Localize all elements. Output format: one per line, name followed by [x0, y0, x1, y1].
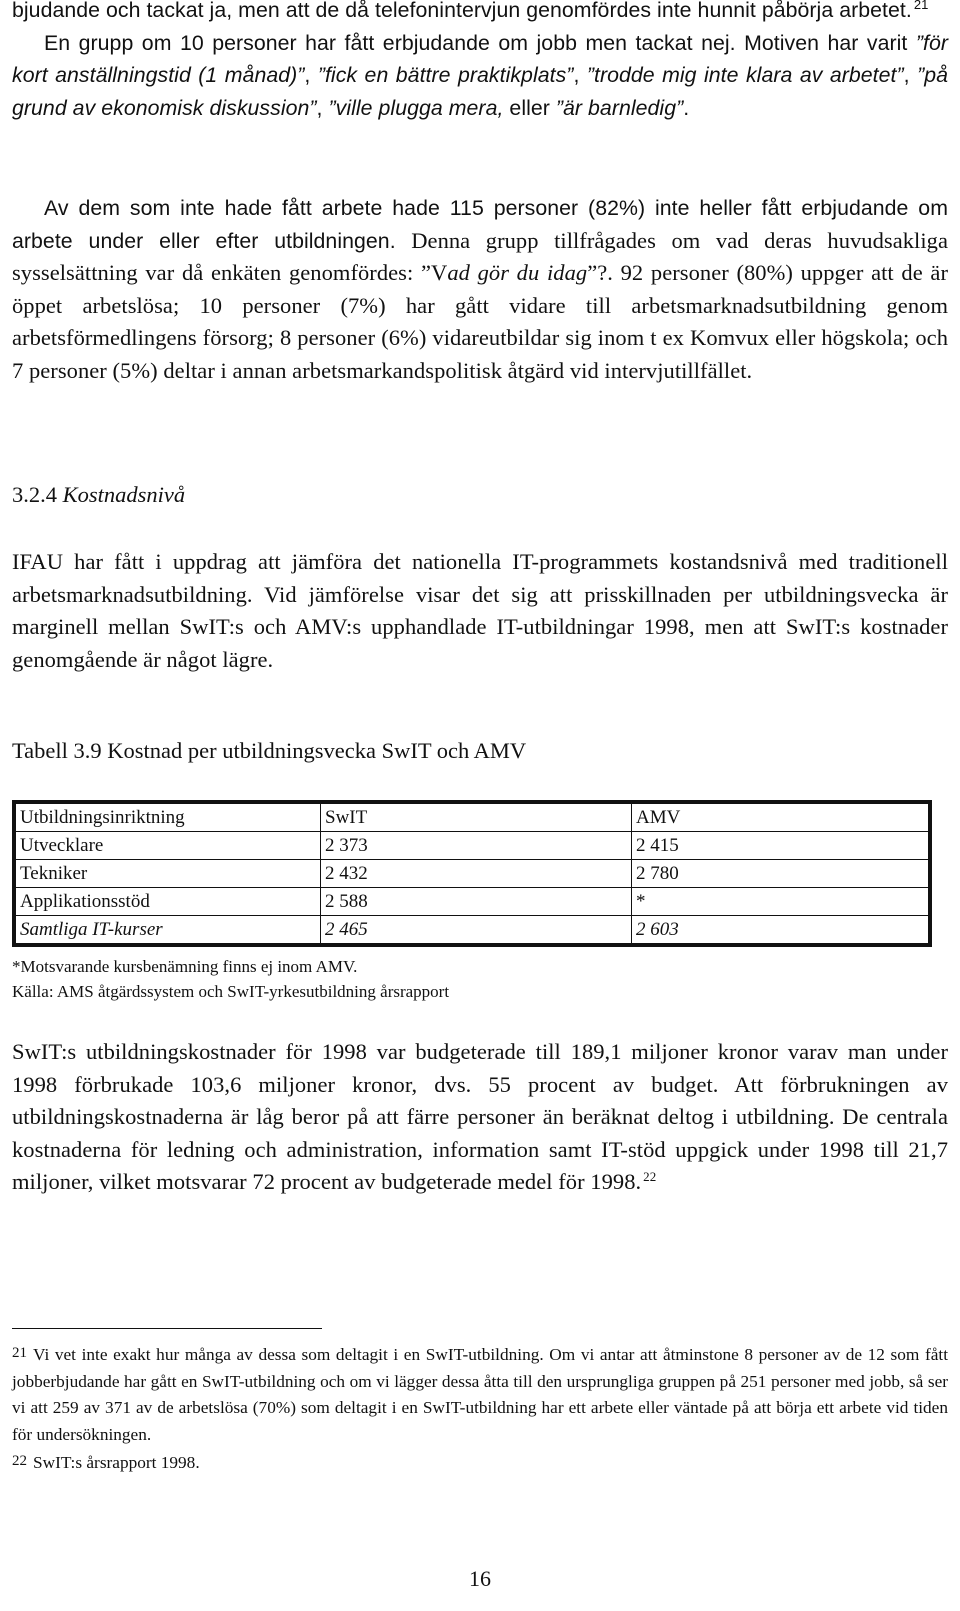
declined-text: En grupp om 10 personer har fått erbjudande om jobb men tackat nej. Motiven har varit [44, 30, 916, 55]
footnote-ref-22: 22 [643, 1168, 657, 1184]
table-cell: 2 415 [632, 832, 931, 860]
table-cell: Samtliga IT-kurser [14, 916, 321, 946]
paragraph-unemployed [12, 192, 948, 387]
sep-2: , [573, 63, 587, 87]
table-cell: * [632, 888, 931, 916]
footnote-number: 21 [12, 1345, 27, 1361]
footnote-21 [12, 1340, 948, 1448]
table-row [14, 860, 930, 888]
table-cell: 2 588 [321, 888, 632, 916]
sep-5: eller [503, 95, 556, 120]
quote-6: ”är barnledig” [555, 95, 684, 120]
table-cell: 2 465 [321, 916, 632, 946]
intro-text [12, 0, 948, 124]
paragraph-budget-text [12, 1036, 948, 1199]
para3-question: ad gör du idag [447, 260, 588, 285]
table-source: Källa: AMS åtgärdssystem och SwIT-yrkesutbildning årsrapport [12, 982, 450, 1001]
footnote-22 [12, 1448, 948, 1477]
paragraph-cost-level [12, 546, 948, 676]
table-cell: 2 373 [321, 832, 632, 860]
table-cell: 2 780 [632, 860, 931, 888]
sep-1: , [304, 63, 318, 87]
page-number: 16 [469, 1566, 491, 1591]
continuation-text: bjudande och tackat ja, men att de då telefonintervjun genomfördes inte hunnit påbörja arbetet. [12, 0, 912, 22]
para3-c: ”?. 92 personer (80%) uppger att de är öppet arbetslösa; 10 personer (7%) har gått vidare till arbetsmarknadsutbildning genom arbetsförmedlingens försorg; 8 personer (6%) vidareutbildar sig inom t ex Komvux eller högskola; och 7 personer (5%) deltar i annan arbetsmarkandspolitisk åtgärd vid intervjutillfället. [12, 260, 949, 383]
section-title: Kostnadsnivå [62, 482, 186, 507]
paragraph-cost-level-text [12, 546, 948, 676]
table-row [14, 832, 930, 860]
para3-sans: Av dem som inte hade fått arbete hade 115 personer (82%) inte heller fått erbjudande om arbete under eller efter utbildningen. [12, 196, 948, 253]
para4-a: IFAU har fått i uppdrag att jämföra det nationella IT-programmets kostandsnivå med traditionell arbetsmarknadsutbildning. [12, 549, 948, 607]
table-cell: 2 432 [321, 860, 632, 888]
table-cell: Applikationsstöd [14, 888, 321, 916]
header-cell: SwIT [321, 802, 632, 832]
table-cell: Tekniker [14, 860, 321, 888]
footnote-divider [12, 1328, 322, 1329]
table-cell: Utvecklare [14, 832, 321, 860]
quote-3: ”trodde mig inte klara av arbetet” [586, 63, 904, 87]
table-header-row [14, 802, 930, 832]
sep-4: , [316, 95, 329, 120]
table-total-row [14, 916, 930, 946]
table-footnote: *Motsvarande kursbenämning finns ej inom AMV. [12, 957, 358, 976]
footnotes [12, 1340, 948, 1477]
header-cell: Utbildningsinriktning [14, 802, 321, 832]
table-cell: 2 603 [632, 916, 931, 946]
paragraph-continuation [12, 0, 948, 27]
paragraph-budget [12, 1036, 948, 1199]
para4-b: Vid jämförelse visar det sig att prisskillnaden per utbildningsvecka är marginell mellan SwIT:s och AMV:s upphandlade IT-utbildningar 1998, men att SwIT:s kostnader genomgående är något lägre. [12, 581, 948, 672]
table-caption: Tabell 3.9 Kostnad per utbildningsvecka SwIT och AMV [12, 738, 527, 763]
sep-3: , [903, 63, 918, 87]
section-number: 3.2.4 [12, 482, 57, 507]
para5-text: SwIT:s utbildningskostnader för 1998 var budgeterade till 189,1 miljoner kronor varav man under 1998 förbrukade 103,6 miljoner kronor, dvs. 55 procent av budget. Att förbrukningen av utbildningskostnaderna är låg beror på att färre personer än beräknat deltog i utbildning. De centrala kostnaderna för ledning och administration, information samt IT-stöd uppgick under 1998 till 21,7 miljoner, vilket motsvarar 72 procent av budgeterade medel för 1998. [12, 1039, 948, 1194]
table-row [14, 888, 930, 916]
end-punct: . [683, 95, 690, 120]
table-notes [12, 954, 948, 1004]
footnote-ref-21: 21 [913, 0, 929, 12]
cost-table [12, 800, 932, 947]
quote-4: ”på grund av ekonomisk diskussion” [12, 63, 948, 120]
quote-1: ”för kort anställningstid (1 månad)” [12, 30, 948, 87]
paragraph-unemployed-text [12, 192, 948, 387]
paragraph-declined-offers [12, 27, 948, 125]
section-heading [12, 482, 948, 508]
quote-2: ”fick en bättre praktikplats” [317, 63, 574, 87]
quote-5: ”ville plugga mera, [328, 95, 504, 120]
para3-b: Denna grupp tillfrågades om vad deras huvudsakliga sysselsättning var då enkäten genomfördes: ”V [12, 227, 948, 285]
footnote-text: Vi vet inte exakt hur många av dessa som deltagit i en SwIT-utbildning. Om vi antar att åtminstone 8 personer av de 12 som fått jobberbjudande har gått en SwIT-utbildning och om vi lägger dessa åtta till den ursprungliga gruppen på 251 personer med jobb, så ser vi att 259 av 371 av de arbetslösa (70%) som deltagit i en SwIT-utbildning har ett arbete eller väntade på att börja ett arbete vid tiden för undersökningen. [12, 1345, 948, 1444]
footnote-text: SwIT:s årsrapport 1998. [33, 1453, 200, 1473]
header-cell: AMV [632, 802, 931, 832]
footnote-number: 22 [12, 1453, 27, 1470]
